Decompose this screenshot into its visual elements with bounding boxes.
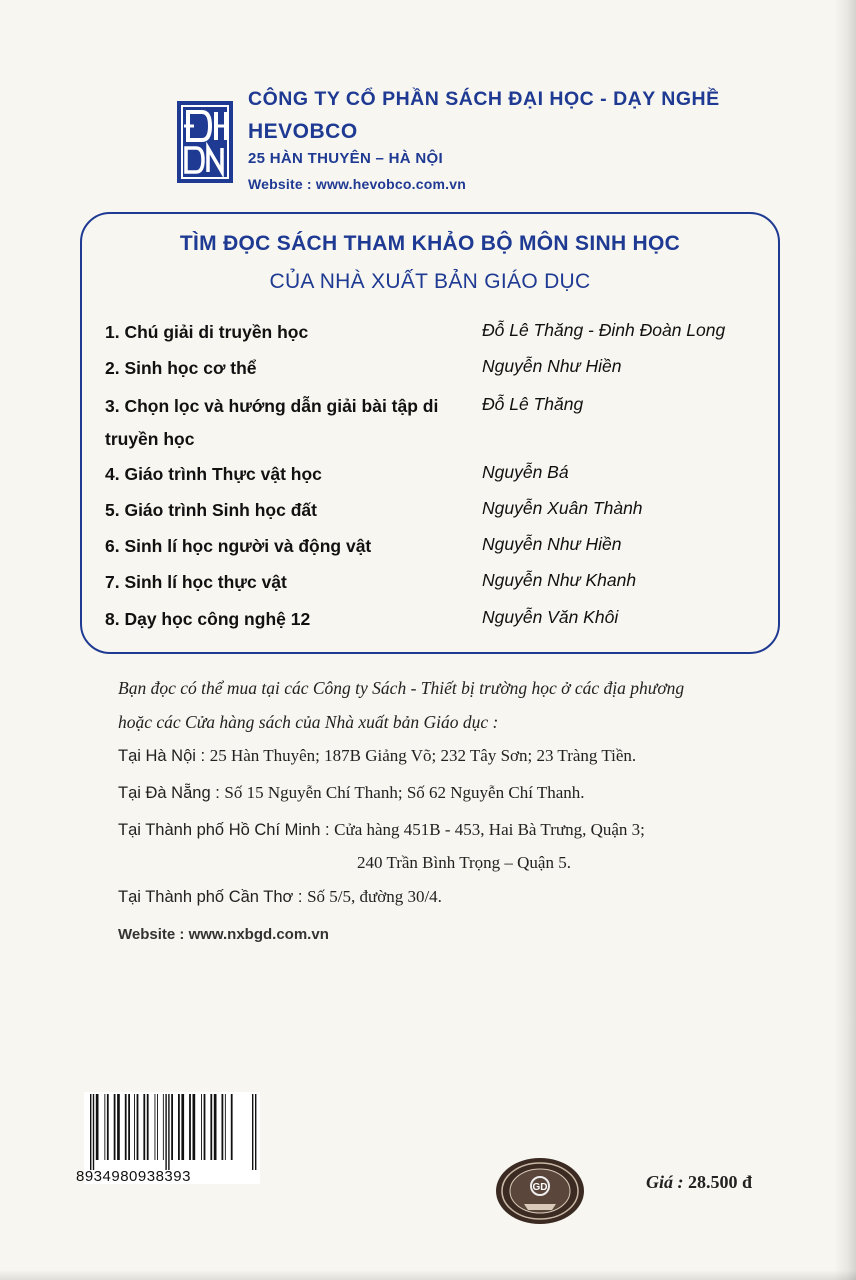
barcode-bar [178,1094,180,1160]
price-value: 28.500 đ [688,1172,753,1192]
barcode-bar [189,1094,191,1160]
barcode [88,1094,258,1170]
barcode-bar [193,1094,196,1160]
book-author: Nguyễn Như Hiền [482,356,622,376]
distribution-intro: hoặc các Cửa hàng sách của Nhà xuất bản Giáo dục : [118,712,499,732]
location-label: Tại Thành phố Cần Thơ : [118,888,308,906]
location-address: Cửa hàng 451B - 453, Hai Bà Trưng, Quận 3; [334,820,645,839]
location-label: Tại Hà Nội : [118,747,210,765]
location-label: Tại Thành phố Hồ Chí Minh : [118,821,335,839]
book-title: 4. Giáo trình Thực vật học [105,464,322,484]
barcode-bar [204,1094,206,1160]
barcode-bar [107,1094,109,1160]
barcode-bar [231,1094,233,1160]
book-author: Nguyễn Xuân Thành [482,498,643,518]
barcode-bar [93,1094,94,1170]
barcode-bar [171,1094,173,1160]
book-author: Nguyễn Như Khanh [482,570,637,590]
location-address: Số 15 Nguyễn Chí Thanh; Số 62 Nguyễn Chí Thanh. [224,783,585,802]
publisher-short-name: HEVOBCO [248,120,358,143]
book-title: 7. Sinh lí học thực vật [105,572,287,592]
barcode-bar [168,1094,169,1170]
publisher-website[interactable]: Website : www.hevobco.com.vn [248,176,466,192]
barcode-bar [96,1094,99,1160]
barcode-bar [128,1094,130,1160]
book-author: Nguyễn Văn Khôi [482,607,619,627]
barcode-bar [201,1094,202,1160]
barcode-bar [117,1094,120,1160]
page-edge-shadow [834,0,856,1280]
barcode-bar [255,1094,256,1170]
location-address: 25 Hàn Thuyên; 187B Giảng Võ; 232 Tây Sơn; 23 Tràng Tiền. [209,746,637,765]
barcode-bar [125,1094,127,1160]
barcode-number: 8934980938393 [76,1168,191,1185]
emblem-letters: GD [532,1182,548,1193]
publisher-logo [176,100,234,184]
barcode-bar [143,1094,145,1160]
barcode-bar [147,1094,149,1160]
book-author: Đỗ Lê Thăng [482,394,584,414]
book-author: Đỗ Lê Thăng - Đinh Đoàn Long [482,320,726,340]
book-list-subtitle: CỦA NHÀ XUẤT BẢN GIÁO DỤC [269,270,591,293]
book-title: 8. Dạy học công nghệ 12 [105,609,311,629]
book-title: 3. Chọn lọc và hướng dẫn giải bài tập di truyền học [105,396,439,449]
location-cantho [118,887,442,907]
barcode-bar [222,1094,224,1160]
publisher-address: 25 HÀN THUYÊN – HÀ NỘI [248,150,443,167]
barcode-bar [252,1094,253,1170]
book-title: 1. Chú giải di truyền học [105,322,309,342]
location-address: 240 Trần Bình Trọng – Quận 5. [357,853,571,872]
location-danang [118,783,585,803]
book-list-title: TÌM ĐỌC SÁCH THAM KHẢO BỘ MÔN SINH HỌC [179,232,681,255]
barcode-bar [104,1094,105,1160]
barcode-bar [165,1094,166,1170]
distribution-intro: Bạn đọc có thể mua tại các Công ty Sách - Thiết bị trường học ở các địa phương [118,678,685,698]
barcode-bar [155,1094,156,1160]
book-title: 6. Sinh lí học người và động vật [105,536,372,556]
barcode-bar [134,1094,135,1160]
location-hanoi [118,746,636,766]
barcode-bar [90,1094,91,1170]
page-bottom-shadow [0,1270,856,1280]
book-title: 2. Sinh học cơ thể [105,358,257,378]
barcode-bar [157,1094,158,1160]
price-label: Giá : [646,1172,688,1192]
location-address: Số 5/5, đường 30/4. [307,887,442,906]
barcode-bar [114,1094,116,1160]
barcode-bar [225,1094,226,1160]
location-hcm [118,820,645,840]
publisher-name: CÔNG TY CỔ PHẦN SÁCH ĐẠI HỌC - DẠY NGHỀ [248,88,720,110]
book-title: 5. Giáo trình Sinh học đất [105,500,317,520]
barcode-bar [137,1094,139,1160]
barcode-bar [214,1094,217,1160]
barcode-bar [210,1094,212,1160]
location-label: Tại Đà Nẵng : [118,784,225,802]
publisher-emblem [494,1156,586,1226]
price [646,1172,752,1193]
barcode-bar [163,1094,164,1160]
barcode-bar [181,1094,184,1160]
distributor-website[interactable]: Website : www.nxbgd.com.vn [118,926,329,943]
book-author: Nguyễn Bá [482,462,569,482]
book-author: Nguyễn Như Hiền [482,534,622,554]
